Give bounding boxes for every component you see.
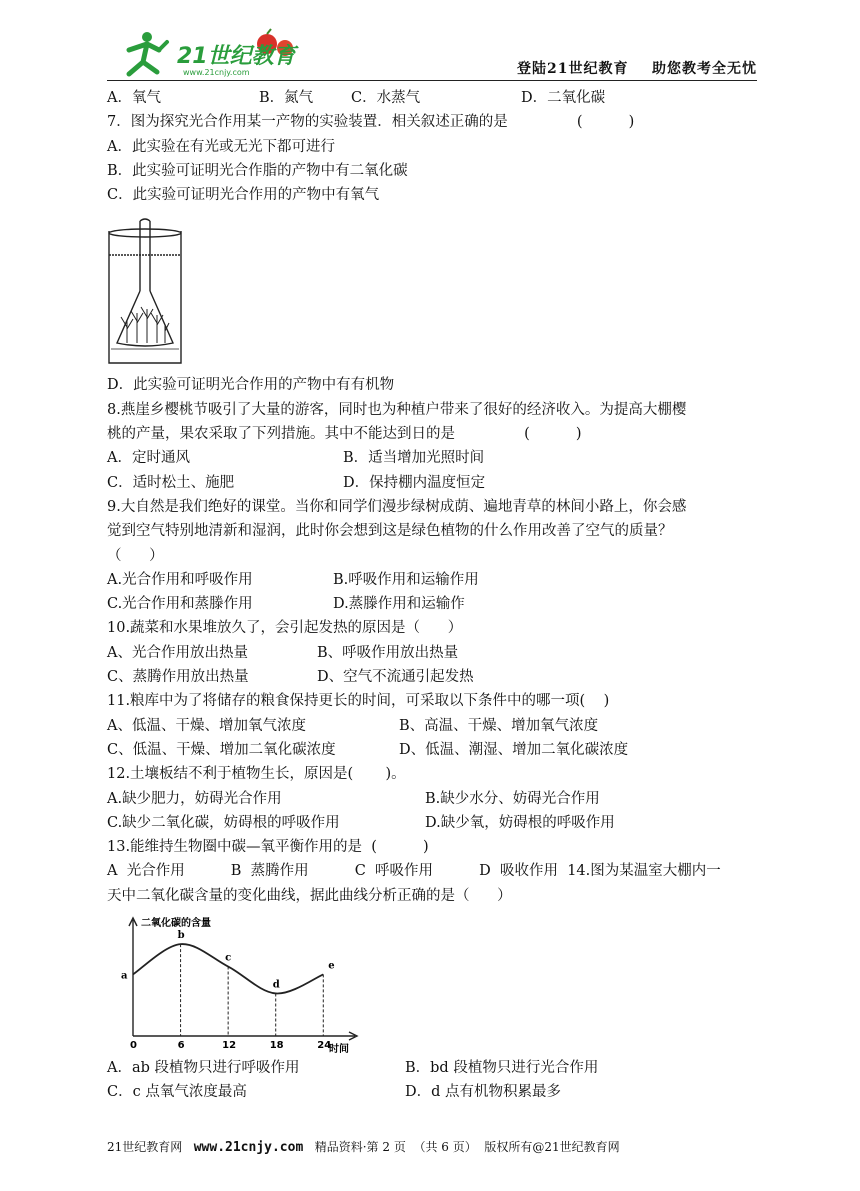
q12-option-c: C.缺少二氧化碳，妨碍根的呼吸作用	[107, 814, 340, 831]
q6-option-d: D．二氧化碳	[521, 90, 606, 106]
q11-stem: 11.粮库中为了将储存的粮食保持更长的时间，可采取以下条件中的哪一项( )	[107, 693, 610, 710]
q8-stem-line1: 8.燕崖乡樱桃节吸引了大量的游客，同时也为种植户带来了很好的经济收入。为提高大棚樱	[107, 401, 687, 418]
q10-option-b: B、呼吸作用放出热量	[317, 644, 459, 661]
q9-option-c: C.光合作用和蒸滕作用	[107, 596, 253, 613]
page-header	[107, 28, 757, 80]
q9-option-d: D.蒸滕作用和运输作	[333, 596, 465, 613]
q12-options-row2	[107, 811, 757, 835]
q9-stem-line2: 觉到空气特别地清新和湿润，此时你会想到这是绿色植物的什么作用改善了空气的质量？	[107, 523, 673, 540]
point-label-b: b	[177, 930, 185, 942]
q11-option-b: B、高温、干燥、增加氧气浓度	[399, 717, 599, 734]
q6-option-b: B．氮气	[259, 90, 314, 106]
page-footer	[107, 1138, 757, 1155]
q12-option-d: D.缺少氧，妨碍根的呼吸作用	[425, 814, 615, 831]
q7-option-b: B．此实验可证明光合作脂的产物中有二氧化碳	[107, 162, 408, 179]
footer-site-link[interactable]: www.21cnjy.com	[193, 1140, 304, 1155]
header-slogan: 登陆21世纪教育 助您教考全无忧	[517, 61, 757, 77]
point-label-e: e	[328, 960, 335, 972]
experiment-apparatus-figure	[107, 217, 227, 367]
site-logo	[107, 28, 307, 80]
q8-options-row1	[107, 446, 757, 470]
q14-options-row1	[107, 1056, 757, 1080]
co2-curve-chart	[111, 914, 361, 1054]
q9-option-b: B.呼吸作用和运输作用	[333, 571, 479, 588]
aquatic-plant	[121, 307, 169, 343]
q14-option-b: B．bd 段植物只进行光合作用	[405, 1060, 599, 1077]
q14-option-d: D．d 点有机物积累最多	[405, 1084, 562, 1101]
q11-option-a: A、低温、干燥、增加氧气浓度	[107, 717, 306, 734]
q9-options-row1	[107, 568, 757, 592]
q12-options-row1	[107, 787, 757, 811]
q14-option-a: A．ab 段植物只进行呼吸作用	[107, 1060, 300, 1077]
q13-options: A 光合作用 B 蒸腾作用 C 呼吸作用 D 吸收作用 14.图为某温室大棚内一	[107, 863, 721, 880]
q9-stem-line1: 9.大自然是我们绝好的课堂。当你和同学们漫步绿树成荫、遍地青草的林间小路上，你会感	[107, 498, 687, 515]
x-tick-label: 12	[222, 1040, 237, 1052]
q11-option-c: C、低温、干燥、增加二氧化碳浓度	[107, 741, 336, 758]
point-label-d: d	[272, 979, 280, 991]
x-tick-label: 18	[269, 1040, 284, 1052]
test-tube	[140, 221, 150, 291]
running-figure-icon	[129, 32, 167, 74]
q11-option-d: D、低温、潮湿、增加二氧化碳浓度	[399, 741, 629, 758]
footer-right: 精品资料·第 2 页 （共 6 页） 版权所有@21世纪教育网	[303, 1140, 620, 1154]
q9-option-a: A.光合作用和呼吸作用	[107, 571, 253, 588]
q12-stem: 12.土壤板结不利于植物生长，原因是( )。	[107, 766, 406, 783]
q14-options-row2	[107, 1080, 757, 1104]
chart-title: 二氧化碳的含量	[141, 918, 211, 930]
x-tick-label: 0	[130, 1040, 137, 1052]
q9-options-row2	[107, 592, 757, 616]
q10-stem: 10.蔬菜和水果堆放久了，会引起发热的原因是（ ）	[107, 620, 463, 637]
footer-left: 21世纪教育网	[107, 1140, 194, 1154]
x-tick-label: 6	[177, 1040, 185, 1052]
q10-options-row1	[107, 641, 757, 665]
logo-text: 21世纪教育	[177, 44, 296, 69]
page-content	[107, 86, 757, 1105]
q8-option-a: A．定时通风	[107, 450, 190, 467]
q14-option-c: C．c 点氧气浓度最高	[107, 1084, 247, 1101]
q6-options	[107, 86, 757, 110]
q7-option-a: A．此实验在有光或无光下都可进行	[107, 138, 335, 155]
beaker-rim	[109, 229, 181, 237]
logo-url: www.21cnjy.com	[183, 68, 250, 77]
x-tick-label: 24	[317, 1040, 332, 1052]
q13-stem: 13.能维持生物圈中碳—氧平衡作用的是 ( )	[107, 839, 429, 856]
q8-option-b: B．适当增加光照时间	[343, 450, 485, 467]
q7-option-d: D．此实验可证明光合作用的产物中有有机物	[107, 377, 395, 394]
q8-stem-line2: 桃的产量，果农采取了下列措施。其中不能达到日的是 ( )	[107, 426, 582, 443]
q8-option-c: C．适时松土、施肥	[107, 474, 235, 491]
q8-option-d: D．保持棚内温度恒定	[343, 474, 486, 491]
q10-option-d: D、空气不流通引起发热	[317, 669, 474, 686]
q10-options-row2	[107, 665, 757, 689]
q11-options-row1	[107, 714, 757, 738]
q10-option-a: A、光合作用放出热量	[107, 644, 248, 661]
x-axis-label: 时间	[329, 1044, 349, 1055]
point-label-c: c	[225, 952, 232, 964]
q9-stem-line3: （ ）	[107, 547, 164, 564]
q14-stem: 天中二氧化碳含量的变化曲线，据此曲线分析正确的是（ ）	[107, 887, 512, 904]
q12-option-b: B.缺少水分、妨碍光合作用	[425, 790, 600, 807]
q8-options-row2	[107, 471, 757, 495]
point-label-a: a	[121, 970, 128, 982]
q12-option-a: A.缺少肥力，妨碍光合作用	[107, 790, 282, 807]
q11-options-row2	[107, 738, 757, 762]
q6-option-a: A．氧气	[107, 90, 161, 106]
q7-stem: 7．图为探究光合作用某一产物的实验装置．相关叙述正确的是 ( )	[107, 114, 635, 131]
q6-option-c: C．水蒸气	[351, 90, 421, 106]
header-divider	[107, 80, 757, 81]
q10-option-c: C、蒸腾作用放出热量	[107, 669, 249, 686]
q7-option-c: C．此实验可证明光合作用的产物中有氧气	[107, 187, 380, 204]
